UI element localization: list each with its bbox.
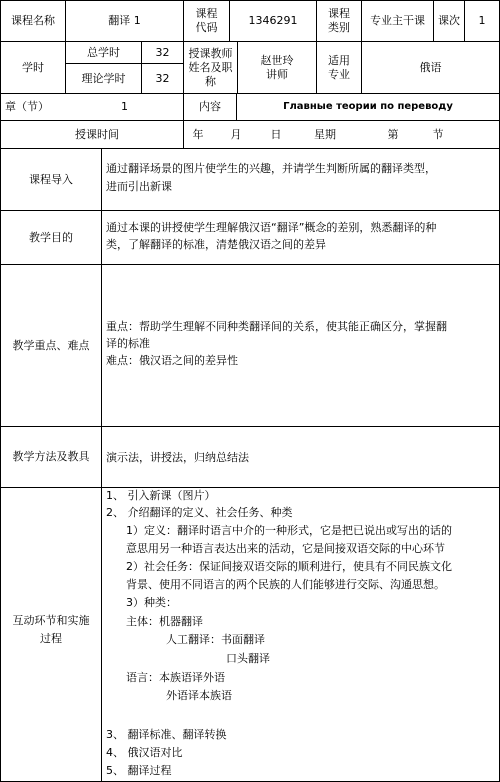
process-line-1: 1、 引入新课（图片） <box>106 489 216 502</box>
process-line-15: 4、 俄汉语对比 <box>106 746 183 759</box>
rule-row8 <box>0 487 500 488</box>
major-value: 俄语 <box>419 60 442 74</box>
process-label-1: 互动环节和实施 <box>12 614 90 627</box>
course-code-label: 课程代码 <box>195 7 218 34</box>
total-hours-value: 32 <box>155 45 170 59</box>
process-line-8: 主体：机器翻译 <box>126 615 203 628</box>
session-value: 1 <box>478 14 486 27</box>
time-month: 月 <box>230 127 242 141</box>
process-line-7: 3）种类： <box>126 596 177 609</box>
key-line-1: 重点：帮助学生理解不同种类翻译间的关系，使其能正确区分，掌握翻 <box>106 320 447 333</box>
goal-label: 教学目的 <box>29 230 73 244</box>
major-label: 适用专业 <box>328 53 350 81</box>
vline-sections <box>101 148 102 782</box>
intro-label: 课程导入 <box>29 172 73 186</box>
time-year: 年 <box>192 127 204 141</box>
goal-line-2: 类，了解翻译的标准，清楚俄汉语之间的差异 <box>106 238 326 251</box>
time-period-pre: 第 <box>387 127 399 141</box>
course-name-label: 课程名称 <box>11 14 55 27</box>
course-name-value: 翻译 1 <box>108 14 141 27</box>
goal-line-1: 通过本课的讲授使学生理解俄汉语“翻译”概念的差别，熟悉翻译的种 <box>106 221 437 234</box>
time-period-post: 节 <box>432 127 444 141</box>
content-label: 内容 <box>199 100 221 113</box>
process-line-11: 语言：本族语译外语 <box>126 671 225 684</box>
intro-line-1: 通过翻译场景的图片使学生的兴趣，并请学生判断所属的翻译类型， <box>106 162 436 175</box>
theory-hours-label: 理论学时 <box>81 71 126 85</box>
course-code-value: 1346291 <box>248 14 298 27</box>
course-type-value: 专业主干课 <box>370 14 425 27</box>
process-line-16: 5、 翻译过程 <box>106 764 172 777</box>
teacher-label: 授课教师姓名及职称 <box>188 46 233 88</box>
time-week: 星期 <box>314 127 336 141</box>
key-label: 教学重点、难点 <box>12 338 90 352</box>
process-line-12: 外语译本族语 <box>166 689 232 702</box>
process-label-2: 过程 <box>40 632 62 645</box>
hours-label: 学时 <box>22 60 44 74</box>
process-line-3: 1）定义：翻译时语言中介的一种形式，它是把已说出或写出的话的 <box>126 524 452 537</box>
process-line-2: 2、 介绍翻译的定义、社会任务、种类 <box>106 506 293 519</box>
time-day: 日 <box>270 127 282 141</box>
total-hours-label: 总学时 <box>87 45 120 59</box>
method-label: 教学方法及教具 <box>12 450 90 463</box>
session-label: 课次 <box>438 14 460 27</box>
process-line-10: 口头翻译 <box>226 652 270 665</box>
chapter-label: 章（节） <box>5 100 49 113</box>
content-value: Главные теории по переводу <box>283 101 453 112</box>
chapter-value: 1 <box>121 100 128 113</box>
process-line-4: 意思用另一种语言表达出来的活动，它是间接双语交际的中心环节 <box>126 542 445 555</box>
process-line-5: 2）社会任务：保证间接双语交际的顺利进行，使具有不同民族文化 <box>126 560 452 573</box>
teacher-value: 赵世玲讲师 <box>260 53 294 81</box>
process-line-9: 人工翻译：书面翻译 <box>166 633 265 646</box>
method-text: 演示法，讲授法，归纳总结法 <box>106 451 249 464</box>
key-line-3: 难点：俄汉语之间的差异性 <box>106 354 238 367</box>
time-label: 授课时间 <box>75 127 119 141</box>
theory-hours-value: 32 <box>155 71 170 85</box>
process-line-6: 背景、使用不同语言的两个民族的人们能够进行交际、沟通思想。 <box>126 578 445 591</box>
process-line-14: 3、 翻译标准、翻译转换 <box>106 728 227 741</box>
intro-line-2: 进而引出新课 <box>106 180 172 193</box>
course-type-label: 课程类别 <box>328 7 350 34</box>
key-line-2: 译的标准 <box>106 337 150 350</box>
